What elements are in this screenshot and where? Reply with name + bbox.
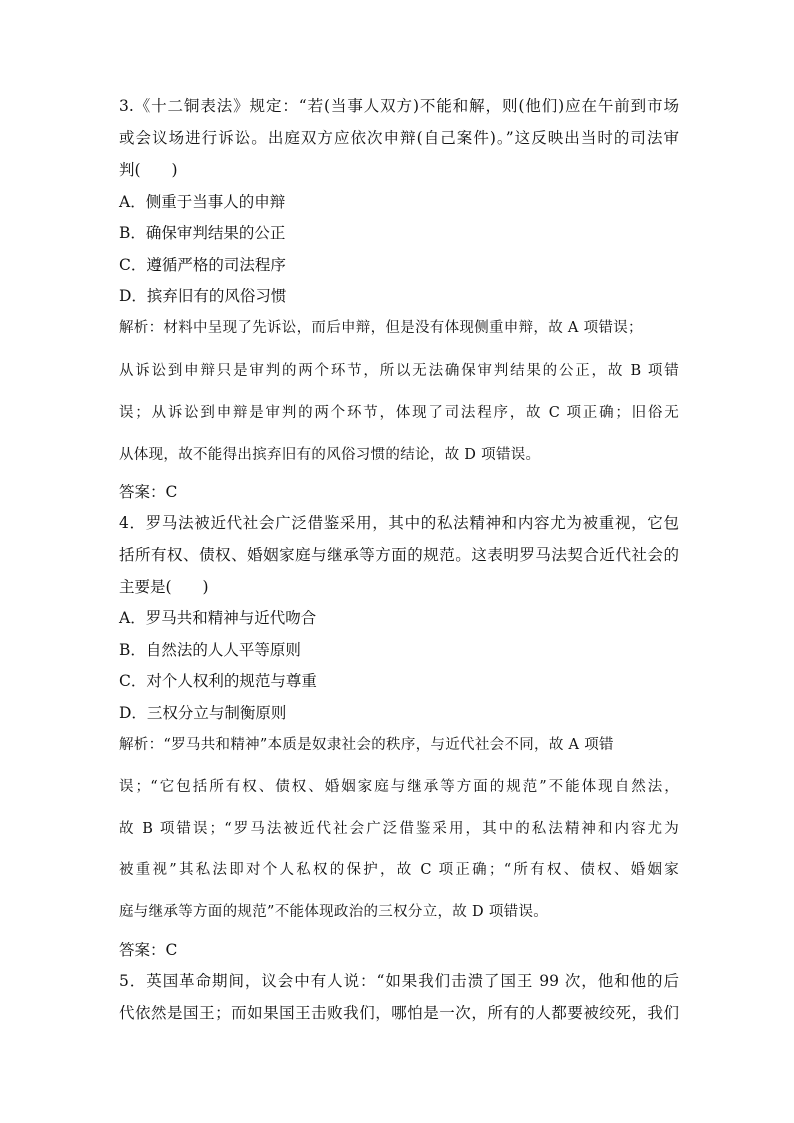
q3-option-a: A．侧重于当事人的申辩 [119, 193, 286, 211]
q4-analysis-line-2: 误；“它包括所有权、债权、婚姻家庭与继承等方面的规范”不能体现自然法， [119, 779, 679, 795]
q3-option-b: B．确保审判结果的公正 [119, 224, 286, 242]
q4-analysis-line-4: 被重视”其私法即对个人私权的保护，故 C 项正确；“所有权、债权、婚姻家 [119, 862, 679, 878]
q4-analysis-line-1 [119, 735, 679, 755]
q4-stem-line-3: 主要是( ) [119, 578, 209, 596]
q3-analysis-line-2: 从诉讼到申辩只是审判的两个环节，所以无法确保审判结果的公正，故 B 项错 [119, 363, 679, 379]
q4-analysis-line-3: 故 B 项错误；“罗马法被近代社会广泛借鉴采用，其中的私法精神和内容尤为 [119, 821, 679, 837]
q4-option-a: A．罗马共和精神与近代吻合 [119, 609, 317, 627]
q3-analysis-line-4: 从体现，故不能得出摈弃旧有的风俗习惯的结论，故 D 项错误。 [119, 447, 541, 463]
q3-stem-line-3: 判( ) [119, 161, 178, 179]
q5-stem-line-1: 5．英国革命期间，议会中有人说：“如果我们击溃了国王 99 次，他和他的后 [119, 972, 679, 990]
q4-stem-line-2: 括所有权、债权、婚姻家庭与继承等方面的规范。这表明罗马法契合近代社会的 [119, 546, 679, 564]
q4-stem-line-1: 4．罗马法被近代社会广泛借鉴采用，其中的私法精神和内容尤为被重视，它包 [119, 514, 679, 532]
q3-stem-line-1: 3.《十二铜表法》规定：“若(当事人双方)不能和解，则(他们)应在午前到市场 [119, 97, 679, 115]
q3-answer: 答案：C [119, 483, 178, 501]
q4-option-b: B．自然法的人人平等原则 [119, 641, 301, 659]
q4-analysis-line-5: 庭与继承等方面的规范”不能体现政治的三权分立，故 D 项错误。 [119, 904, 549, 920]
q4-analysis-label: 解析： [119, 737, 164, 753]
q4-answer: 答案：C [119, 941, 178, 959]
q3-option-d: D．摈弃旧有的风俗习惯 [119, 287, 287, 305]
q3-analysis-line-3: 误；从诉讼到申辩是审判的两个环节，体现了司法程序，故 C 项正确；旧俗无 [119, 405, 679, 421]
q4-option-d: D．三权分立与制衡原则 [119, 704, 287, 722]
q5-stem-line-2: 代依然是国王；而如果国王击败我们，哪怕是一次，所有的人都要被绞死，我们 [119, 1004, 679, 1022]
q3-option-c: C．遵循严格的司法程序 [119, 256, 286, 274]
q4-option-c: C．对个人权利的规范与尊重 [119, 672, 317, 690]
q3-stem-line-2: 或会议场进行诉讼。出庭双方应依次申辩(自己案件)。”这反映出当时的司法审 [119, 129, 679, 147]
q3-analysis-line-1 [119, 318, 679, 338]
q4-analysis-text-1: “罗马共和精神”本质是奴隶社会的秩序，与近代社会不同，故 A 项错 [163, 737, 614, 753]
q3-analysis-label: 解析： [119, 320, 164, 336]
q3-analysis-text-1: 材料中呈现了先诉讼，而后申辩，但是没有体现侧重申辩，故 A 项错误； [163, 320, 643, 336]
